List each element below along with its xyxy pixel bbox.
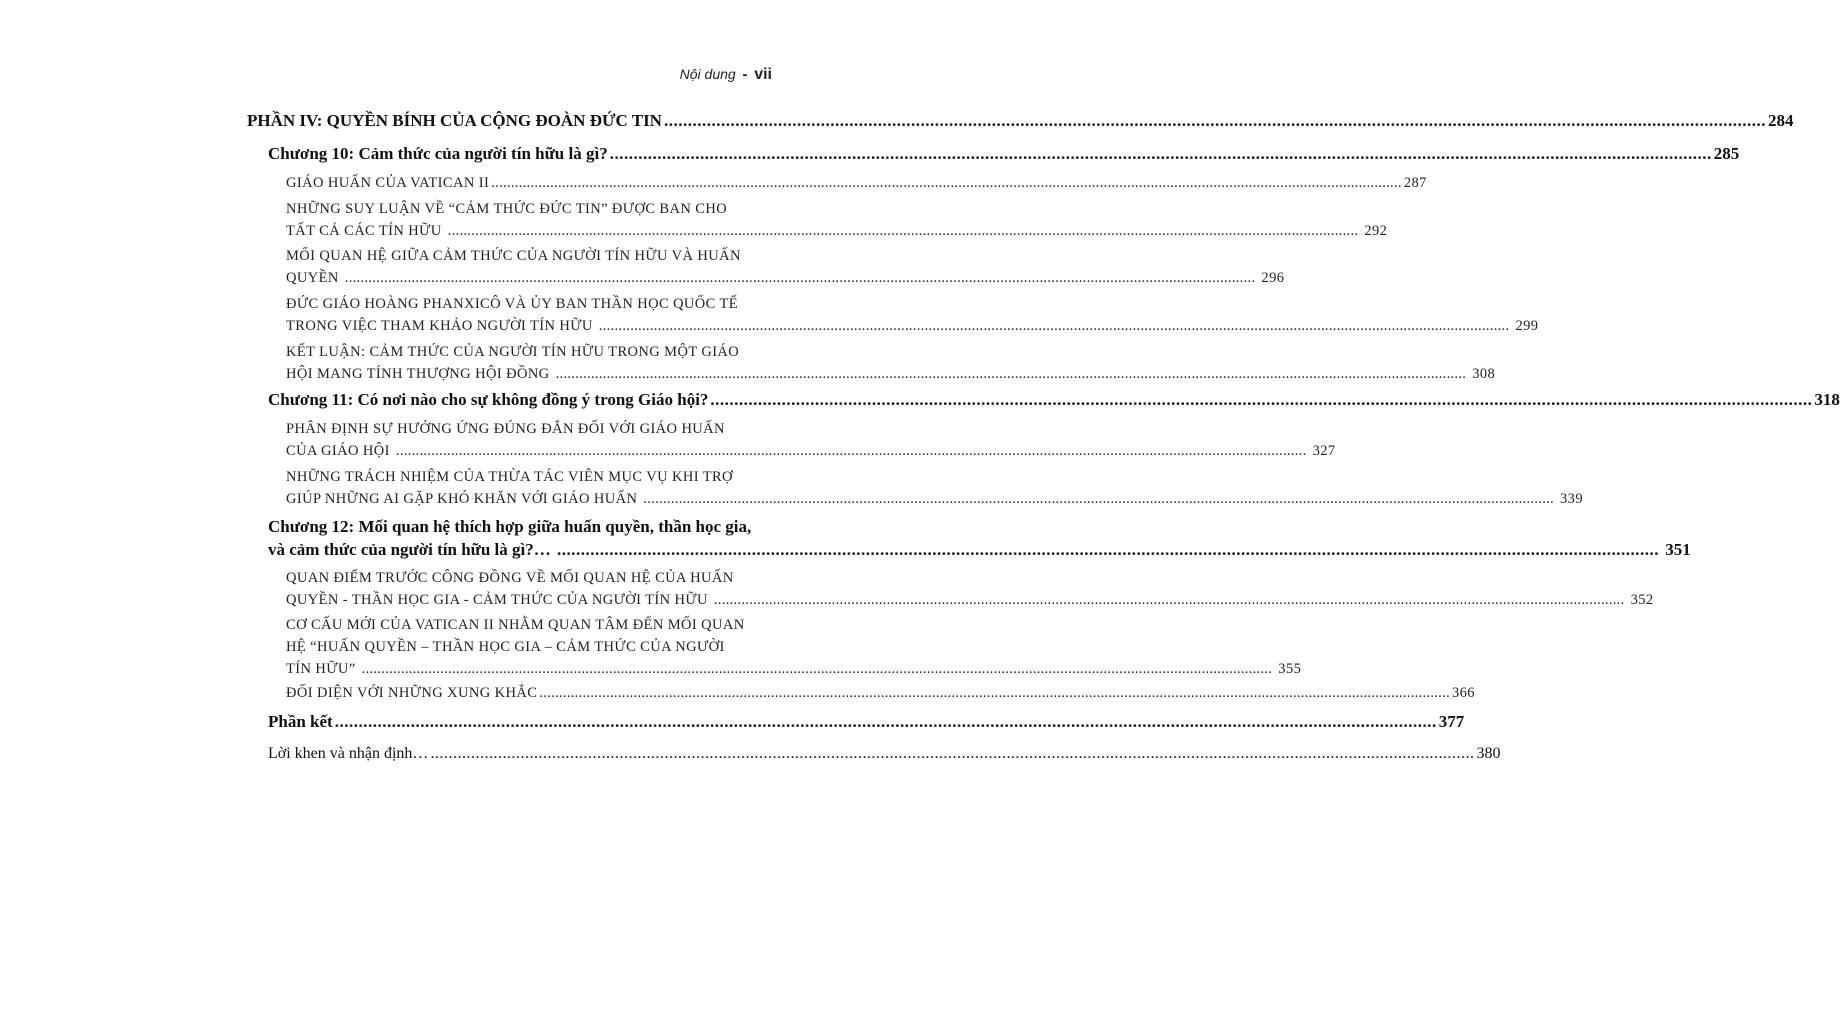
toc-page-number: 339: [1560, 491, 1583, 507]
toc-page-number: 296: [1261, 270, 1285, 286]
toc-entry-title-line-2: HỆ “HUẤN QUYỀN – THẦN HỌC GIA – CẢM THỨC CỦA NGƯỜI: [286, 639, 725, 655]
toc-entry-title-line-1: NHỮNG SUY LUẬN VỀ “CẢM THỨC ĐỨC TIN” ĐƯỢC BAN CHO: [286, 201, 728, 217]
running-head-label: Nội dung: [679, 66, 736, 82]
toc-page-number: 292: [1364, 223, 1388, 239]
toc-section-12-1[interactable]: [286, 567, 1654, 611]
toc-section-10-2[interactable]: [286, 198, 1388, 242]
dot-leader: [610, 143, 1712, 165]
running-head-separator: -: [742, 66, 748, 83]
toc-entry-title-line-2: TẤT CẢ CÁC TÍN HỮU: [286, 223, 442, 239]
running-head-page-number: vii: [754, 66, 772, 83]
dot-leader: [362, 661, 1273, 677]
toc-page-number: 327: [1312, 443, 1336, 459]
toc-page-number: 380: [1476, 745, 1501, 762]
toc-entry-title-line-2: HỘI MANG TÍNH THƯỢNG HỘI ĐỒNG: [286, 366, 550, 382]
toc-page-number: 377: [1438, 712, 1465, 731]
dot-leader: [335, 711, 1437, 733]
toc-entry-title-line-1: CƠ CẤU MỚI CỦA VATICAN II NHẰM QUAN TÂM ĐẾN MỐI QUAN: [286, 617, 745, 633]
toc-page-number: 366: [1451, 685, 1475, 701]
dot-leader: [557, 540, 1659, 559]
toc-section-10-1[interactable]: [286, 172, 1427, 194]
dot-leader: [430, 743, 1474, 765]
dot-leader: [539, 682, 1450, 704]
toc-page-number: 287: [1403, 175, 1427, 191]
toc-entry-title-line-1: QUAN ĐIỂM TRƯỚC CÔNG ĐỒNG VỀ MỐI QUAN HỆ CỦA HUẤN: [286, 570, 734, 586]
dot-leader: [714, 592, 1625, 608]
toc-entry-title-line-2: GIÚP NHỮNG AI GẶP KHÓ KHĂN VỚI GIÁO HUẤN: [286, 491, 638, 507]
dot-leader: [599, 318, 1510, 334]
running-head: [680, 66, 772, 84]
toc-chapter-11[interactable]: [268, 389, 1840, 411]
toc-page-number: 355: [1278, 661, 1302, 677]
toc-entry-title-line-1: PHÂN ĐỊNH SỰ HƯỞNG ỨNG ĐÚNG ĐẮN ĐỐI VỚI GIÁO HUẤN: [286, 421, 725, 437]
toc-entry-title-line-1: MỐI QUAN HỆ GIỮA CẢM THỨC CỦA NGƯỜI TÍN HỮU VÀ HUẤN: [286, 248, 741, 264]
toc-praise[interactable]: [268, 743, 1501, 765]
toc-page-number: 351: [1665, 540, 1691, 559]
toc-page-number: 299: [1515, 318, 1539, 334]
toc-entry-title: ĐỐI DIỆN VỚI NHỮNG XUNG KHẮC: [286, 685, 538, 701]
toc-entry-title-line-3: TÍN HỮU”: [286, 661, 356, 677]
toc-page-number: 352: [1630, 592, 1654, 608]
toc-entry-title-line-1: ĐỨC GIÁO HOÀNG PHANXICÔ VÀ ỦY BAN THẦN HỌC QUỐC TẾ: [286, 296, 739, 312]
toc-entry-title: Chương 10: Cảm thức của người tín hữu là gì?: [268, 144, 608, 163]
toc-entry-title-line-2: QUYỀN: [286, 270, 339, 286]
toc-entry-title-line-2: QUYỀN - THẦN HỌC GIA - CẢM THỨC CỦA NGƯỜI TÍN HỮU: [286, 592, 708, 608]
toc-entry-title: PHẦN IV: QUYỀN BÍNH CỦA CỘNG ĐOÀN ĐỨC TIN: [247, 111, 662, 130]
dot-leader: [643, 491, 1554, 507]
toc-entry-title-line-2: TRONG VIỆC THAM KHẢO NGƯỜI TÍN HỮU: [286, 318, 593, 334]
dot-leader: [556, 366, 1467, 382]
toc-entry-title-line-1: Chương 12: Mối quan hệ thích hợp giữa huấn quyền, thần học gia,: [268, 517, 752, 536]
toc-page-number: 318: [1814, 390, 1840, 409]
toc-section-10-3[interactable]: [286, 245, 1285, 289]
toc-entry-title-line-1: NHỮNG TRÁCH NHIỆM CỦA THỪA TÁC VIÊN MỤC VỤ KHI TRỢ: [286, 469, 733, 485]
toc-entry-title: GIÁO HUẤN CỦA VATICAN II: [286, 175, 490, 191]
toc-entry-title: Lời khen và nhận định…: [268, 745, 429, 762]
toc-chapter-12[interactable]: [268, 515, 1691, 561]
dot-leader: [491, 172, 1402, 194]
toc-page-number: 284: [1767, 111, 1794, 130]
toc-section-11-1[interactable]: [286, 418, 1336, 462]
toc-entry-title-line-1: KẾT LUẬN: CẢM THỨC CỦA NGƯỜI TÍN HỮU TRONG MỘT GIÁO: [286, 344, 740, 360]
toc-page-number: 285: [1713, 144, 1740, 163]
toc-chapter-10[interactable]: [268, 143, 1740, 165]
toc-page-number: 308: [1472, 366, 1496, 382]
toc-conclusion[interactable]: [268, 711, 1465, 733]
toc-entry-title: Phần kết: [268, 712, 333, 731]
dot-leader: [664, 110, 1766, 132]
toc-entry-title: Chương 11: Có nơi nào cho sự không đồng ý trong Giáo hội?: [268, 390, 709, 409]
dot-leader: [396, 443, 1307, 459]
dot-leader: [345, 270, 1256, 286]
toc-section-10-4[interactable]: [286, 293, 1539, 337]
dot-leader: [710, 389, 1812, 411]
toc-part-4[interactable]: [247, 110, 1794, 132]
toc-entry-title-line-2: và cảm thức của người tín hữu là gì?…: [268, 540, 551, 559]
toc-section-10-5[interactable]: [286, 341, 1496, 385]
toc-section-11-2[interactable]: [286, 466, 1583, 510]
dot-leader: [448, 223, 1359, 239]
toc-section-12-2[interactable]: [286, 614, 1302, 680]
toc-section-12-3[interactable]: [286, 682, 1475, 704]
toc-entry-title-line-2: CỦA GIÁO HỘI: [286, 443, 390, 459]
